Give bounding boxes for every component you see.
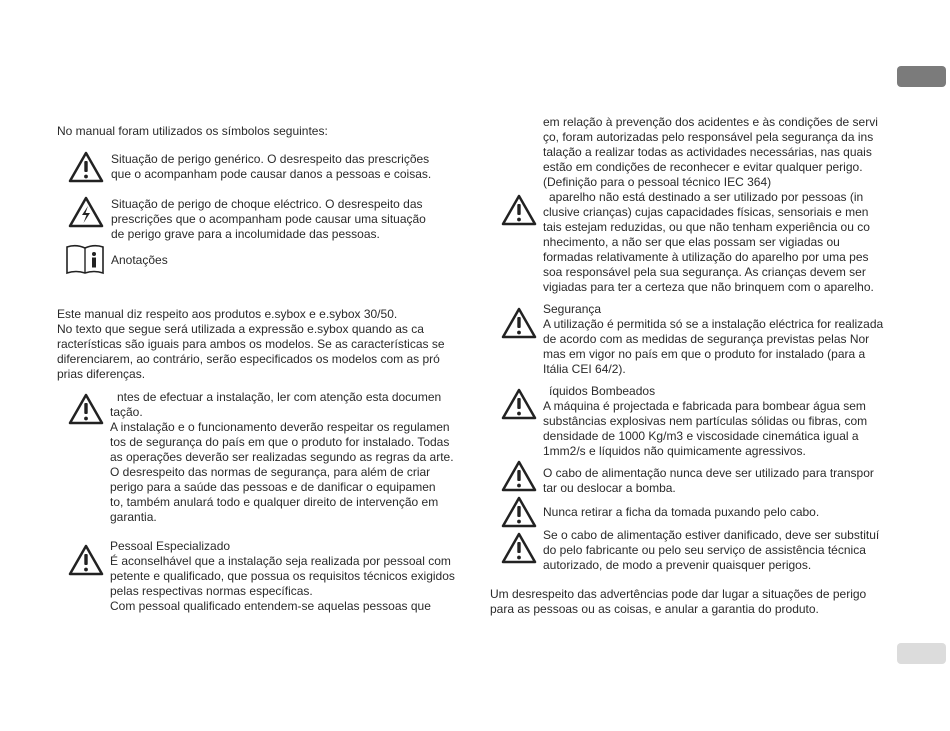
book-info-icon [65, 242, 105, 276]
text-line: Itália CEI 64/2). [543, 362, 626, 376]
text-line: de perigo grave para a incolumidade das pessoas. [111, 227, 380, 241]
text-line: racterísticas são iguais para ambos os modelos. Se as características se [57, 337, 445, 351]
text-line: aparelho não está destinado a ser utilizado por pessoas (in [549, 190, 864, 204]
conclusion-paragraph [490, 587, 894, 617]
page-tab-bottom [897, 643, 946, 664]
symbols-intro: No manual foram utilizados os símbolos seguintes: [57, 124, 328, 138]
text-line: soa responsável pela sua segurança. As crianças devem ser [543, 265, 866, 279]
warning-exclamation-icon [500, 387, 538, 421]
text-line: estão em condições de reconhecer e evitar qualquer perigo. [543, 160, 863, 174]
text-line: petente e qualificado, que possua os requisitos técnicos exigidos [110, 569, 455, 583]
warning-exclamation-icon [500, 306, 538, 340]
warning-exclamation-icon [500, 459, 538, 493]
text-line: O desrespeito das normas de segurança, para além de criar [110, 465, 431, 479]
text-line: vigiadas para ter a certeza que não brinquem com o aparelho. [543, 280, 874, 294]
text-line: nhecimento, a não ser que elas possam ser vigiadas ou [543, 235, 840, 249]
text-line: prescrições que o acompanham pode causar uma situação [111, 212, 426, 226]
text-line: ço, foram autorizadas pelo responsável pela segurança da ins [543, 130, 874, 144]
warning-lightning-icon [67, 195, 105, 229]
text-line: que o acompanham pode causar danos a pessoas e coisas. [111, 167, 432, 181]
text-line: to, também anulará todo e qualquer direito de intervenção em [110, 495, 439, 509]
text-line: as operações deverão ser realizadas segundo as regras da arte. [110, 450, 454, 464]
text-line: Situação de perigo genérico. O desrespeito das prescrições [111, 152, 430, 166]
text-line: Este manual diz respeito aos produtos e.sybox e e.sybox 30/50. [57, 307, 398, 321]
text-line: No texto que segue será utilizada a expressão e.sybox quando as ca [57, 322, 424, 336]
text-line: 1mm2/s e líquidos não quimicamente agressivos. [543, 444, 806, 458]
pumped-liquids-warning-text [543, 384, 894, 459]
text-line: Se o cabo de alimentação estiver danificado, deve ser substituí [543, 528, 880, 542]
text-line: tar ou deslocar a bomba. [543, 481, 676, 495]
warning-exclamation-icon [67, 543, 105, 577]
text-line: (Definição para o pessoal técnico IEC 364) [543, 175, 772, 189]
symbol-general-danger-text [111, 152, 447, 182]
text-line: de acordo com as medidas de segurança previstas pelas Nor [543, 332, 870, 346]
safety-warning-text [543, 302, 894, 377]
text-line: mas em vigor no país em que o produto for instalado (para a [543, 347, 866, 361]
warning-exclamation-icon [500, 193, 538, 227]
text-line: íquidos Bombeados [549, 384, 656, 398]
text-line: É aconselhável que a instalação seja realizada por pessoal com [110, 554, 451, 568]
text-line: densidade de 1000 Kg/m3 e viscosidade cinemática igual a [543, 429, 859, 443]
product-intro-paragraph [57, 307, 462, 382]
text-line: garantia. [110, 510, 157, 524]
text-line: A utilização é permitida só se a instalação eléctrica for realizada [543, 317, 884, 331]
warning-exclamation-icon [67, 150, 105, 184]
text-line: em relação à prevenção dos acidentes e às condições de servi [543, 115, 878, 129]
warning-exclamation-icon [67, 392, 105, 426]
text-line: Com pessoal qualificado entendem-se aquelas pessoas que [110, 599, 431, 613]
damaged-cable-warning-text [543, 528, 894, 573]
text-line: tação. [110, 405, 143, 419]
cable-transport-warning-text [543, 466, 894, 496]
text-line: prias diferenças. [57, 367, 146, 381]
text-line: para as pessoas ou as coisas, e anular a garantia do produto. [490, 602, 819, 616]
plug-warning-text: Nunca retirar a ficha da tomada puxando pelo cabo. [543, 505, 820, 519]
text-line: Situação de perigo de choque eléctrico. O desrespeito das [111, 197, 423, 211]
symbol-notes-text: Anotações [111, 253, 168, 267]
text-line: A máquina é projectada e fabricada para bombear água sem [543, 399, 866, 413]
text-line: perigo para a saúde das pessoas e de danificar o equipamen [110, 480, 436, 494]
text-line: do pelo fabricante ou pelo seu serviço de assistência técnica [543, 543, 866, 557]
text-line: tos de segurança do país em que o produto for instalado. Todas [110, 435, 450, 449]
text-line: O cabo de alimentação nunca deve ser utilizado para transpor [543, 466, 874, 480]
text-line: A instalação e o funcionamento deverão respeitar os regulamen [110, 420, 450, 434]
text-line: talação a realizar todas as actividades necessárias, nas quais [543, 145, 872, 159]
text-line: Segurança [543, 302, 602, 316]
qualified-staff-continuation [543, 115, 894, 190]
installation-warning-text [110, 390, 462, 525]
text-line: autorizado, de modo a prevenir quaisquer perigos. [543, 558, 812, 572]
children-warning-text [543, 190, 894, 295]
page-tab-top [897, 66, 946, 87]
warning-exclamation-icon [500, 495, 538, 529]
warning-exclamation-icon [500, 531, 538, 565]
text-line: pelas respectivas normas específicas. [110, 584, 313, 598]
text-line: ntes de efectuar a instalação, ler com atenção esta documen [117, 390, 442, 404]
text-line: formadas relativamente à utilização do aparelho por uma pes [543, 250, 869, 264]
qualified-staff-warning-text [110, 539, 462, 614]
text-line: tais estejam reduzidas, ou que não tenham experiência ou co [543, 220, 870, 234]
symbol-electric-danger-text [111, 197, 447, 242]
text-line: substâncias explosivas nem partículas sólidas ou fibras, com [543, 414, 868, 428]
text-line: clusive crianças) cujas capacidades físicas, sensoriais e men [543, 205, 869, 219]
text-line: Um desrespeito das advertências pode dar lugar a situações de perigo [490, 587, 867, 601]
text-line: diferenciarem, ao contrário, serão especificados os modelos com as pró [57, 352, 440, 366]
text-line: Pessoal Especializado [110, 539, 231, 553]
